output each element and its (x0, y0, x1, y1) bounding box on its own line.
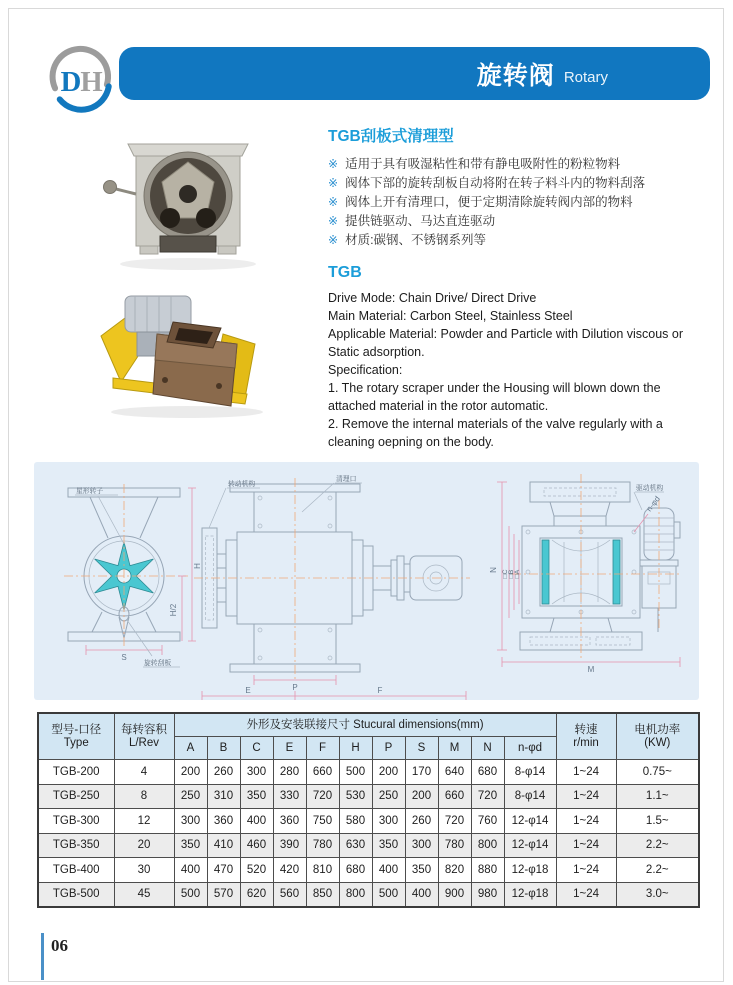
table-row (38, 760, 699, 785)
bullet-marker-icon: ※ (328, 176, 339, 190)
bullet-text: 阀体下部的旋转刮板自动将附在转子料斗内的物料刮落 (345, 176, 646, 190)
table-row (38, 833, 699, 858)
col-header-dims-group: 外形及安装联接尺寸 Stucural dimensions(mm) (174, 713, 556, 737)
table-cell: 720 (471, 784, 504, 809)
table-cell: 250 (372, 784, 405, 809)
table-cell: 750 (306, 809, 339, 834)
cn-bullet (328, 231, 720, 250)
technical-drawing-panel (34, 462, 699, 700)
description-column (328, 124, 720, 451)
table-cell: 30 (114, 858, 174, 883)
table-cell: 350 (405, 858, 438, 883)
table-cell: 500 (372, 882, 405, 907)
table-cell: 420 (273, 858, 306, 883)
dim-col-header: S (405, 737, 438, 760)
dim-col-header: C (240, 737, 273, 760)
spec-line: Main Material: Carbon Steel, Stainless Steel (328, 309, 573, 323)
table-cell: TGB-200 (38, 760, 114, 785)
dim-label-bolt-holes: n-φd (644, 494, 662, 514)
table-cell: 620 (240, 882, 273, 907)
bullet-text: 提供链驱动、马达直连驱动 (345, 214, 496, 228)
table-cell: 2.2~ (616, 858, 699, 883)
table-cell: 850 (306, 882, 339, 907)
table-cell: 390 (273, 833, 306, 858)
table-cell: 520 (240, 858, 273, 883)
table-cell: 12-φ14 (504, 833, 556, 858)
dim-label-h-half: H/2 (169, 603, 178, 617)
dim-label-e: E (245, 686, 251, 695)
table-cell: 720 (306, 784, 339, 809)
table-cell: 680 (339, 858, 372, 883)
product-photo-drive-valve (95, 282, 275, 422)
table-cell: 1.5~ (616, 809, 699, 834)
table-cell: 980 (471, 882, 504, 907)
spec-line: 1. The rotary scraper under the Housing will blown down the (328, 381, 661, 395)
table-cell: 300 (240, 760, 273, 785)
table-cell: 1.1~ (616, 784, 699, 809)
table-cell: 1~24 (556, 882, 616, 907)
logo-letter-d: D (60, 66, 81, 99)
callout-cleaning-opening: 清理口 (336, 476, 357, 483)
dim-col-header: E (273, 737, 306, 760)
table-cell: 400 (240, 809, 273, 834)
table-cell: 660 (306, 760, 339, 785)
table-cell: 640 (438, 760, 471, 785)
table-cell: 20 (114, 833, 174, 858)
table-row (38, 882, 699, 907)
table-cell: 280 (273, 760, 306, 785)
callout-rotary-scraper: 旋转刮板 (144, 660, 172, 667)
dim-col-header: P (372, 737, 405, 760)
table-cell: 200 (372, 760, 405, 785)
bullet-text: 阀体上开有清理口，便于定期清除旋转阀内部的物料 (345, 195, 633, 209)
dim-label-h: H (193, 563, 202, 569)
spec-line: attached material in the rotor automatic. (328, 399, 549, 413)
dim-label-n: N (489, 567, 498, 573)
banner-subtitle: Rotary (563, 69, 608, 86)
table-cell: 4 (114, 760, 174, 785)
table-cell: 300 (405, 833, 438, 858)
table-cell: 12-φ18 (504, 858, 556, 883)
dim-label-b: □B (508, 569, 515, 579)
table-cell: TGB-300 (38, 809, 114, 834)
bullet-marker-icon: ※ (328, 195, 339, 209)
en-section-title: TGB (328, 264, 362, 281)
col-header-power: 电机功率 (KW) (616, 713, 699, 760)
dimension-table (37, 712, 700, 908)
table-cell: 780 (438, 833, 471, 858)
table-cell: TGB-400 (38, 858, 114, 883)
table-cell: 2.2~ (616, 833, 699, 858)
table-cell: 1~24 (556, 833, 616, 858)
bullet-marker-icon: ※ (328, 233, 339, 247)
spec-line: Applicable Material: Powder and Particle with Dilution viscous or (328, 327, 684, 341)
table-header-row (38, 713, 699, 737)
table-cell: 200 (174, 760, 207, 785)
table-cell: 350 (240, 784, 273, 809)
cn-bullet (328, 193, 720, 212)
col-header-volume: 每转容积 L/Rev (114, 713, 174, 760)
table-cell: 400 (174, 858, 207, 883)
spec-line: 2. Remove the internal materials of the valve regularly with a (328, 417, 663, 431)
table-cell: 500 (339, 760, 372, 785)
table-cell: 360 (207, 809, 240, 834)
spec-line: Drive Mode: Chain Drive/ Direct Drive (328, 291, 537, 305)
dim-col-header: N (471, 737, 504, 760)
cn-bullet (328, 174, 720, 193)
table-row (38, 784, 699, 809)
bullet-marker-icon: ※ (328, 157, 339, 171)
table-cell: TGB-350 (38, 833, 114, 858)
dim-label-f: F (377, 686, 383, 695)
table-cell: 360 (273, 809, 306, 834)
cn-bullet (328, 212, 720, 231)
table-cell: 630 (339, 833, 372, 858)
table-body (38, 760, 699, 908)
table-cell: 250 (174, 784, 207, 809)
table-cell: 310 (207, 784, 240, 809)
callout-star-rotor: 星形转子 (76, 488, 104, 495)
table-cell: 200 (405, 784, 438, 809)
bullet-marker-icon: ※ (328, 214, 339, 228)
dim-label-p: P (292, 683, 298, 692)
table-cell: 260 (207, 760, 240, 785)
footer-accent-bar (41, 933, 44, 980)
callout-drive-mechanism: 转动机构 (228, 481, 256, 488)
table-cell: 8-φ14 (504, 760, 556, 785)
table-cell: 800 (471, 833, 504, 858)
dim-label-m: M (587, 665, 595, 674)
table-cell: 720 (438, 809, 471, 834)
table-cell: 45 (114, 882, 174, 907)
table-cell: 400 (372, 858, 405, 883)
table-cell: 300 (372, 809, 405, 834)
product-photo-open-valve (100, 136, 275, 276)
col-header-speed: 转速 r/min (556, 713, 616, 760)
table-cell: 880 (471, 858, 504, 883)
table-cell: TGB-500 (38, 882, 114, 907)
table-cell: 530 (339, 784, 372, 809)
table-cell: 810 (306, 858, 339, 883)
table-cell: 500 (174, 882, 207, 907)
table-cell: 580 (339, 809, 372, 834)
svg-text:DH (61, 66, 103, 98)
dim-col-header: A (174, 737, 207, 760)
company-logo (44, 42, 118, 116)
dim-col-header: H (339, 737, 372, 760)
table-cell: 570 (207, 882, 240, 907)
table-cell: 330 (273, 784, 306, 809)
table-cell: 350 (372, 833, 405, 858)
table-cell: 12 (114, 809, 174, 834)
dim-col-header: F (306, 737, 339, 760)
cn-bullet-list (328, 155, 720, 250)
table-cell: TGB-250 (38, 784, 114, 809)
table-row (38, 809, 699, 834)
table-cell: 410 (207, 833, 240, 858)
table-cell: 3.0~ (616, 882, 699, 907)
spec-line: Specification: (328, 363, 403, 377)
table-cell: 300 (174, 809, 207, 834)
table-cell: 560 (273, 882, 306, 907)
table-cell: 900 (438, 882, 471, 907)
dim-label-s: S (121, 653, 127, 662)
table-cell: 1~24 (556, 809, 616, 834)
table-cell: 8-φ14 (504, 784, 556, 809)
callout-motor-drive: 驱动机构 (636, 485, 664, 492)
table-cell: 1~24 (556, 784, 616, 809)
banner-title: 旋转阀 (476, 61, 555, 90)
dim-col-header: n-φd (504, 737, 556, 760)
table-cell: 350 (174, 833, 207, 858)
table-cell: 680 (471, 760, 504, 785)
dim-label-c: □C (502, 569, 509, 579)
spec-line: cleaning oepning on the body. (328, 435, 494, 449)
page-number: 06 (51, 936, 68, 955)
cn-section-title: TGB刮板式清理型 (328, 128, 454, 145)
table-cell: 1~24 (556, 760, 616, 785)
spec-line: Static adsorption. (328, 345, 425, 359)
dh-logo-icon (44, 42, 118, 116)
table-cell: 260 (405, 809, 438, 834)
col-header-type: 型号-口径 Type (38, 713, 114, 760)
table-cell: 12-φ14 (504, 809, 556, 834)
section-banner (119, 47, 710, 100)
bullet-text: 适用于具有吸湿粘性和带有静电吸附性的粉粒物料 (345, 157, 621, 171)
table-cell: 820 (438, 858, 471, 883)
spec-lines (328, 289, 720, 451)
table-cell: 0.75~ (616, 760, 699, 785)
dim-col-header: B (207, 737, 240, 760)
table-cell: 1~24 (556, 858, 616, 883)
dimension-drawing (34, 462, 699, 700)
bullet-text: 材质:碳钢、不锈钢系列等 (345, 233, 487, 247)
table-cell: 660 (438, 784, 471, 809)
table-cell: 460 (240, 833, 273, 858)
table-row (38, 858, 699, 883)
dim-col-header: M (438, 737, 471, 760)
table-cell: 800 (339, 882, 372, 907)
table-cell: 760 (471, 809, 504, 834)
cn-bullet (328, 155, 720, 174)
table-cell: 8 (114, 784, 174, 809)
table-cell: 470 (207, 858, 240, 883)
table-cell: 170 (405, 760, 438, 785)
table-cell: 780 (306, 833, 339, 858)
logo-letter-h: H (80, 66, 102, 99)
dim-label-a: □A (514, 569, 521, 579)
table-cell: 12-φ18 (504, 882, 556, 907)
table-cell: 400 (405, 882, 438, 907)
